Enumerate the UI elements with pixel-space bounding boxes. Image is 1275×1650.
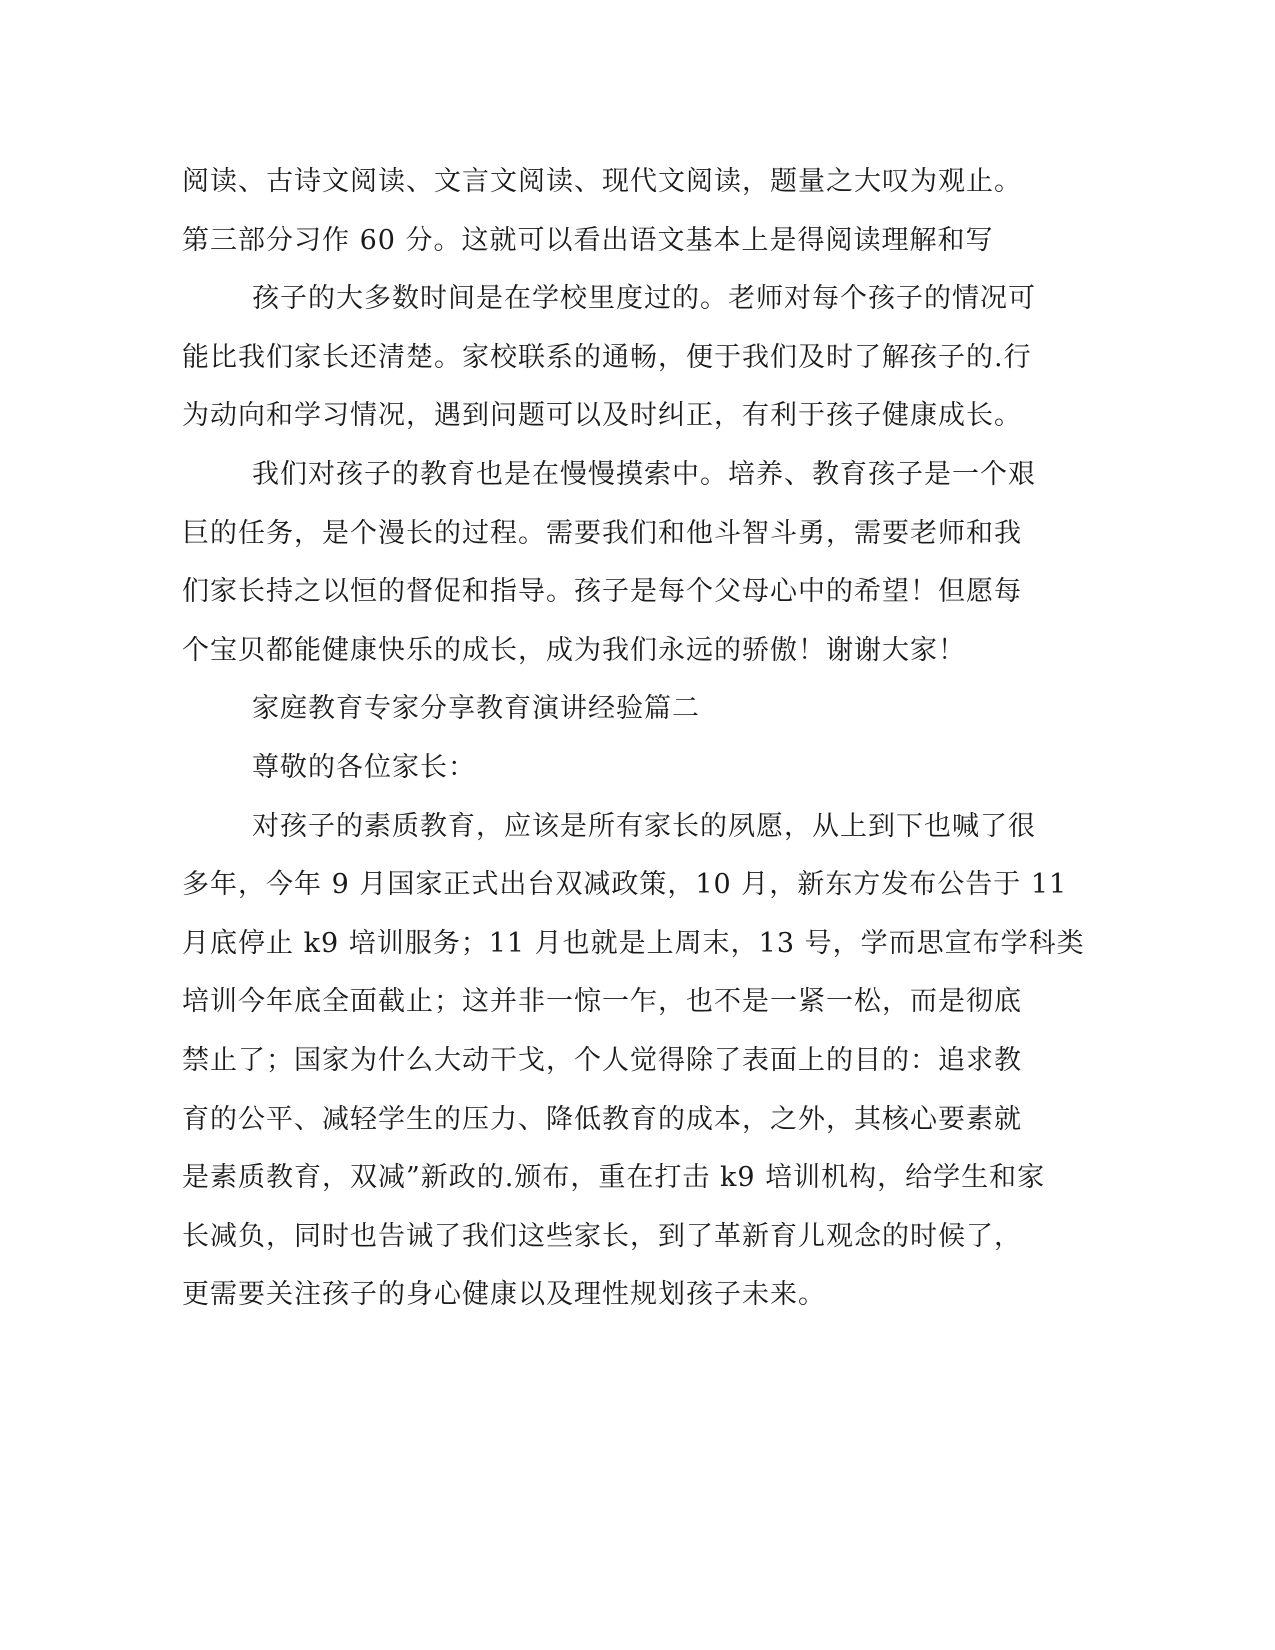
text-line: 禁止了；国家为什么大动干戈，个人觉得除了表面上的目的：追求教 (182, 1044, 1022, 1076)
text-line: 我们对孩子的教育也是在慢慢摸索中。培养、教育孩子是一个艰 (252, 458, 1036, 490)
text-line: 月底停止 k9 培训服务；11 月也就是上周末，13 号，学而思宣布学科类 (182, 927, 1085, 959)
text-line: 培训今年底全面截止；这并非一惊一乍，也不是一紧一松，而是彻底 (182, 986, 1022, 1018)
text-line: 个宝贝都能健康快乐的成长，成为我们永远的骄傲！谢谢大家！ (182, 634, 966, 666)
text-line: 尊敬的各位家长： (252, 751, 476, 783)
body-text (182, 158, 1085, 1330)
text-line: 多年，今年 9 月国家正式出台双减政策，10 月，新东方发布公告于 11 (182, 869, 1068, 901)
text-line: 育的公平、减轻学生的压力、降低教育的成本，之外，其核心要素就 (182, 1103, 1022, 1135)
text-line: 孩子的大多数时间是在学校里度过的。老师对每个孩子的情况可 (252, 283, 1036, 315)
text-line: 长减负，同时也告诫了我们这些家长，到了革新育儿观念的时候了， (182, 1220, 1022, 1252)
text-line: 们家长持之以恒的督促和指导。孩子是每个父母心中的希望！但愿每 (182, 576, 1022, 608)
text-line: 能比我们家长还清楚。家校联系的通畅，便于我们及时了解孩子的.行 (182, 341, 1032, 373)
text-line: 阅读、古诗文阅读、文言文阅读、现代文阅读，题量之大叹为观止。 (182, 166, 1022, 197)
text-line: 更需要关注孩子的身心健康以及理性规划孩子未来。 (182, 1279, 826, 1311)
text-line: 是素质教育，双减”新政的.颁布，重在打击 k9 培训机构，给学生和家 (182, 1162, 1046, 1194)
text-line: 家庭教育专家分享教育演讲经验篇二 (252, 693, 700, 725)
text-line: 对孩子的素质教育，应该是所有家长的夙愿，从上到下也喊了很 (252, 810, 1036, 842)
text-line: 第三部分习作 60 分。这就可以看出语文基本上是得阅读理解和写 (182, 224, 994, 256)
text-line: 巨的任务，是个漫长的过程。需要我们和他斗智斗勇，需要老师和我 (182, 517, 1022, 549)
text-line: 为动向和学习情况，遇到问题可以及时纠正，有利于孩子健康成长。 (182, 400, 1022, 432)
